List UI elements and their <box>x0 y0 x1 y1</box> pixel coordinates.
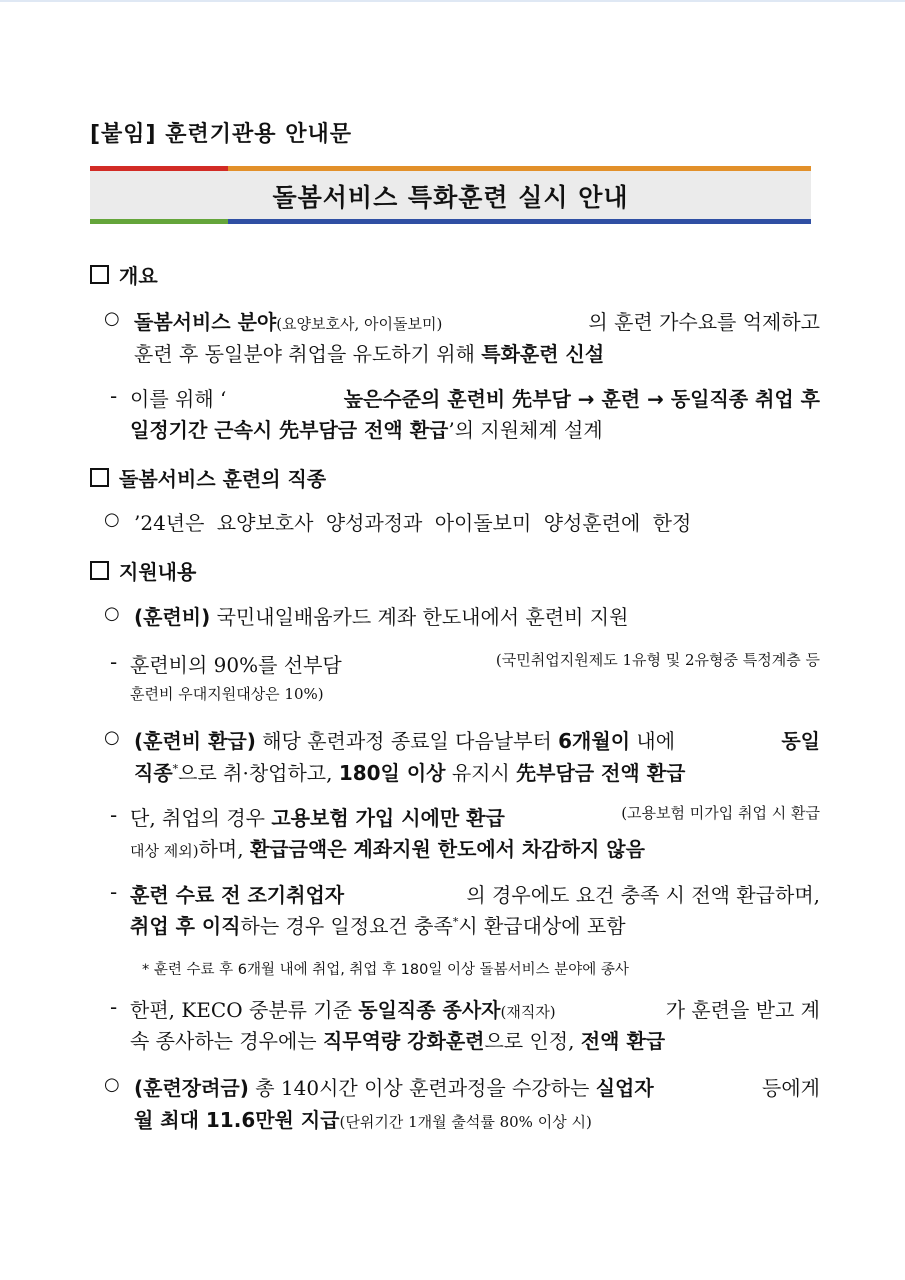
support-dash3-line2: 취업 후 이직하는 경우 일정요건 충족*시 환급대상에 포함 <box>130 914 626 938</box>
dash-bullet-icon: - <box>110 803 118 827</box>
circle-bullet-icon: ○ <box>104 1074 120 1095</box>
support-dash1-line2: 훈련비 우대지원대상은 10%) <box>130 685 324 703</box>
dash-bullet-icon: - <box>110 880 118 904</box>
overview-bullet-line2: 훈련 후 동일분야 취업을 유도하기 위해 특화훈련 신설 <box>134 342 605 366</box>
support-bullet-refund-line2: 직종*으로 취·창업하고, 180일 이상 유지시 先부담금 전액 환급 <box>134 761 686 785</box>
checkbox-square-icon <box>90 468 109 487</box>
title-bar-top <box>90 166 811 171</box>
title-bar-bottom <box>90 219 811 224</box>
page-title: 돌봄서비스 특화훈련 실시 안내 <box>272 183 629 212</box>
circle-bullet-icon: ○ <box>104 603 120 624</box>
attachment-label: [붙임] 훈련기관용 안내문 <box>90 122 352 147</box>
support-dash1-line1: 훈련비의 90%를 선부담 (국민취업지원제도 1유형 및 2유형중 특정계층 등 <box>130 651 820 677</box>
support-dash3-line1: 훈련 수료 전 조기취업자 의 경우에도 요건 충족 시 전액 환급하며, <box>130 883 820 907</box>
overview-dash-line2: 일정기간 근속시 先부담금 전액 환급’의 지원체계 설계 <box>130 418 603 442</box>
support-bullet-allowance-line1: (훈련장려금) 총 140시간 이상 훈련과정을 수강하는 실업자 등에게 <box>134 1076 820 1100</box>
support-dash4-line2: 속 종사하는 경우에는 직무역량 강화훈련으로 인정, 전액 환급 <box>130 1029 666 1053</box>
top-rule <box>0 0 905 2</box>
support-dash2-line1: 단, 취업의 경우 고용보험 가입 시에만 환급 (고용보험 미가입 취업 시 환급 <box>130 804 820 830</box>
checkbox-square-icon <box>90 265 109 284</box>
circle-bullet-icon: ○ <box>104 509 120 530</box>
occupation-bullet: ’24년은 요양보호사 양성과정과 아이돌보미 양성훈련에 한정 <box>134 511 692 535</box>
overview-bullet-line1: 돌봄서비스 분야(요양보호사, 아이돌보미) 의 훈련 가수요를 억제하고 <box>134 310 820 334</box>
checkbox-square-icon <box>90 561 109 580</box>
section-heading-overview: 개요 <box>90 260 158 289</box>
support-bullet-tuition: (훈련비) 국민내일배움카드 계좌 한도내에서 훈련비 지원 <box>134 605 629 629</box>
circle-bullet-icon: ○ <box>104 308 120 329</box>
footnote: * 훈련 수료 후 6개월 내에 취업, 취업 후 180일 이상 돌봄서비스 분야에 종사 <box>142 962 629 978</box>
support-bullet-refund-line1: (훈련비 환급) 해당 훈련과정 종료일 다음날부터 6개월이 내에 동일 <box>134 729 820 753</box>
support-bullet-allowance-line2: 월 최대 11.6만원 지급(단위기간 1개월 출석률 80% 이상 시) <box>134 1108 592 1132</box>
support-dash4-line1: 한편, KECO 중분류 기준 동일직종 종사자(재직자) 가 훈련을 받고 계 <box>130 998 820 1022</box>
title-box <box>90 166 811 224</box>
support-dash2-line2: 대상 제외)하며, 환급금액은 계좌지원 한도에서 차감하지 않음 <box>130 837 645 861</box>
dash-bullet-icon: - <box>110 995 118 1019</box>
circle-bullet-icon: ○ <box>104 727 120 748</box>
section-heading-occupation: 돌봄서비스 훈련의 직종 <box>90 463 326 492</box>
dash-bullet-icon: - <box>110 650 118 674</box>
section-heading-support: 지원내용 <box>90 556 196 585</box>
overview-dash-line1: 이를 위해 ‘ 높은수준의 훈련비 先부담 → 훈련 → 동일직종 취업 후 <box>130 387 820 411</box>
dash-bullet-icon: - <box>110 384 118 408</box>
